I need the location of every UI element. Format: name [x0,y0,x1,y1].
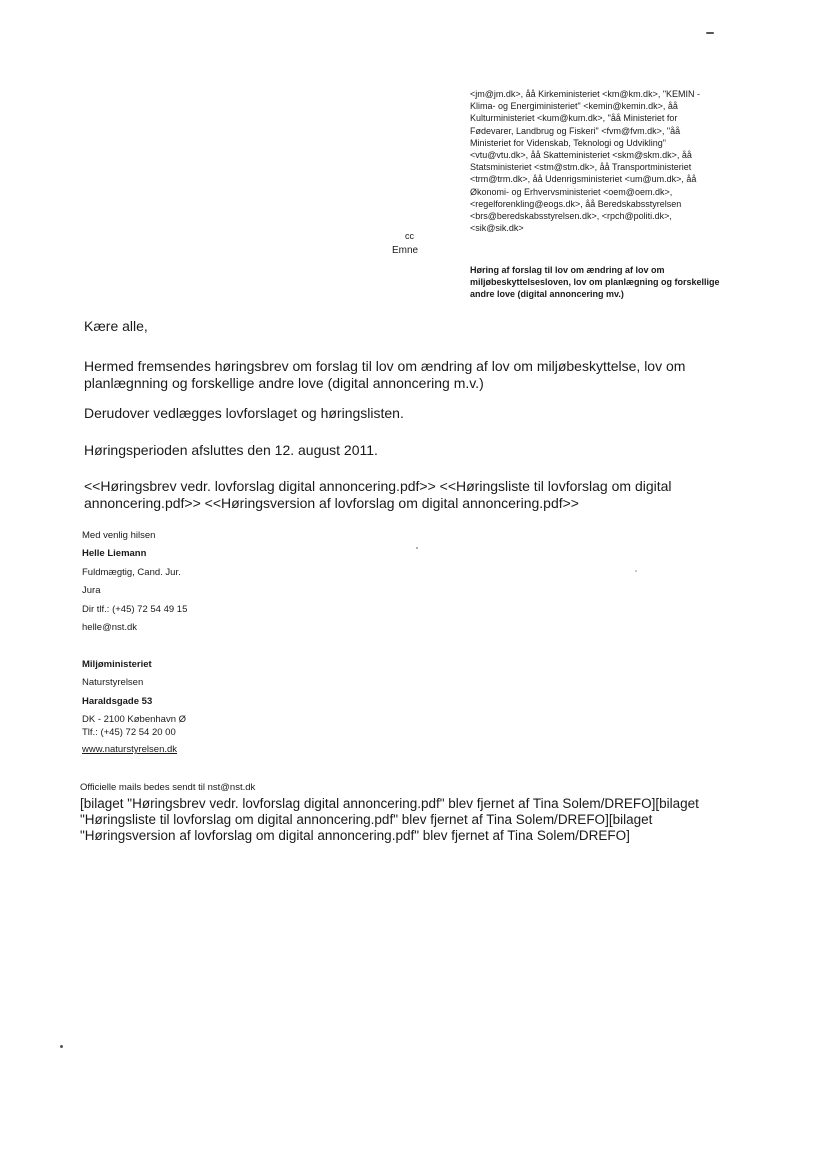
recipients-line: Fødevarer, Landbrug og Fiskeri" <fvm@fvm.dk>, "åå [470,125,681,136]
recipients-line: Økonomi- og Erhvervsministeriet <oem@oem.dk>, [470,186,673,197]
removed-line: "Høringsversion af lovforslag om digital annoncering.pdf" blev fjernet af Tina Solem/DREFO] [80,828,630,843]
scan-speck [60,1045,63,1048]
paragraph-line: planlægnning og forskellige andre love (digital annoncering m.v.) [84,375,484,391]
signature-name: Helle Liemann [82,548,147,559]
attachment-line: <<Høringsbrev vedr. lovforslag digital annoncering.pdf>> <<Høringsliste til lovforslag om digital [84,478,672,494]
recipients-line: Ministeriet for Videnskab, Teknologi og Udvikling" [470,137,666,148]
paragraph-attachments-note: Derudover vedlægges lovforslaget og høringslisten. [84,405,404,421]
subject-line: Høring af forslag til lov om ændring af lov om [470,265,665,275]
paragraph-line: Hermed fremsendes høringsbrev om forslag til lov om ændring af lov om miljøbeskyttelse, lov om [84,358,686,374]
cc-label: cc [405,231,414,241]
attachments-list [84,478,744,512]
recipients-block [470,88,745,234]
paragraph-intro [84,358,744,392]
subject-label: Emne [392,245,419,256]
paragraph-deadline: Høringsperioden afsluttes den 12. august 2011. [84,442,378,458]
scan-speck [416,547,418,549]
recipients-line: <vtu@vtu.dk>, åå Skatteministeriet <skm@skm.dk>, åå [470,150,692,161]
removed-line: [bilaget "Høringsbrev vedr. lovforslag digital annoncering.pdf" blev fjernet af Tina Solem/DREFO][bilaget [80,796,699,811]
scan-speck [635,570,637,572]
subject-line: miljøbeskyttelsesloven, lov om planlægning og forskellige [470,276,720,287]
signature-ministry: Miljøministeriet [82,659,152,670]
recipients-line: <trm@trm.dk>, åå Udenrigsministeriet <um@um.dk>, åå [470,174,697,185]
signature-closing: Med venlig hilsen [82,530,156,541]
removed-attachments-note [80,796,760,844]
signature-city: DK - 2100 København Ø [82,714,187,725]
signature-title: Fuldmægtig, Cand. Jur. [82,567,181,578]
signature-street: Haraldsgade 53 [82,696,153,707]
recipients-line: <regelforenkling@eogs.dk>, åå Beredskabsstyrelsen [470,198,682,209]
recipients-line: <brs@beredskabsstyrelsen.dk>, <rpch@politi.dk>, [470,211,672,222]
website-link[interactable]: www.naturstyrelsen.dk [82,744,178,755]
signature-title2: Jura [82,585,101,596]
recipients-line: Statsministeriet <stm@stm.dk>, åå Transportministeriet [470,162,692,173]
recipients-line: Kulturministeriet <kum@kum.dk>, "åå Ministeriet for [470,113,678,124]
subject-text [470,265,745,300]
scan-speck [706,32,714,34]
recipients-line: <jm@jm.dk>, åå Kirkeministeriet <km@km.dk>, "KEMIN - [470,89,701,99]
recipients-line: <sik@sik.dk> [470,223,524,234]
signature-phone: Dir tlf.: (+45) 72 54 49 15 [82,604,188,615]
signature-tel: Tlf.: (+45) 72 54 20 00 [82,727,176,738]
greeting: Kære alle, [84,318,148,334]
signature-agency: Naturstyrelsen [82,677,144,688]
attachment-line: annoncering.pdf>> <<Høringsversion af lovforslag om digital annoncering.pdf>> [84,495,579,511]
subject-line: andre love (digital annoncering mv.) [470,288,624,299]
recipients-line: Klima- og Energiministeriet" <kemin@kemin.dk>, åå [470,101,678,112]
official-mail-note: Officielle mails bedes sendt til nst@nst.dk [80,782,256,793]
removed-line: "Høringsliste til lovforslag om digital annoncering.pdf" blev fjernet af Tina Solem/DREFO][bilaget [80,812,653,827]
signature-email[interactable]: helle@nst.dk [82,622,138,633]
